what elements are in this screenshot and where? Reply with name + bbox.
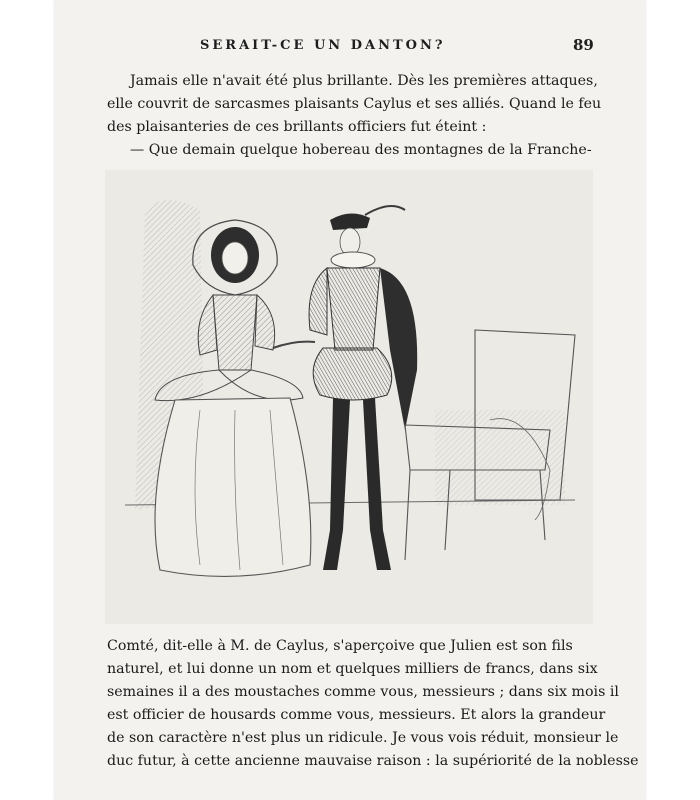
book-page: [55, 0, 645, 800]
text-line: naturel, et lui donne un nom et quelques milliers de francs, dans six: [107, 661, 598, 677]
text-line: semaines il a des moustaches comme vous, messieurs ; dans six mois il: [107, 684, 619, 700]
text-line: est officier de housards comme vous, messieurs. Et alors la grandeur: [107, 707, 606, 723]
text-line: duc futur, à cette ancienne mauvaise raison : la supériorité de la noblesse: [107, 753, 639, 769]
text-line: — Que demain quelque hobereau des montagnes de la Franche-: [130, 142, 592, 158]
text-line: Jamais elle n'avait été plus brillante. Dès les premières attaques,: [130, 73, 598, 89]
text-line: elle couvrit de sarcasmes plaisants Caylus et ses alliés. Quand le feu: [107, 96, 602, 112]
etching-lady-and-courtier-icon: [105, 170, 593, 624]
running-title: SERAIT-CE UN DANTON?: [200, 38, 446, 53]
text-line: des plaisanteries de ces brillants officiers fut éteint :: [107, 119, 487, 135]
text-line: de son caractère n'est plus un ridicule. Je vous vois réduit, monsieur le: [107, 730, 619, 746]
page-number: 89: [573, 36, 594, 54]
text-line: Comté, dit-elle à M. de Caylus, s'aperçoive que Julien est son fils: [107, 638, 573, 654]
illustration: [105, 170, 593, 624]
